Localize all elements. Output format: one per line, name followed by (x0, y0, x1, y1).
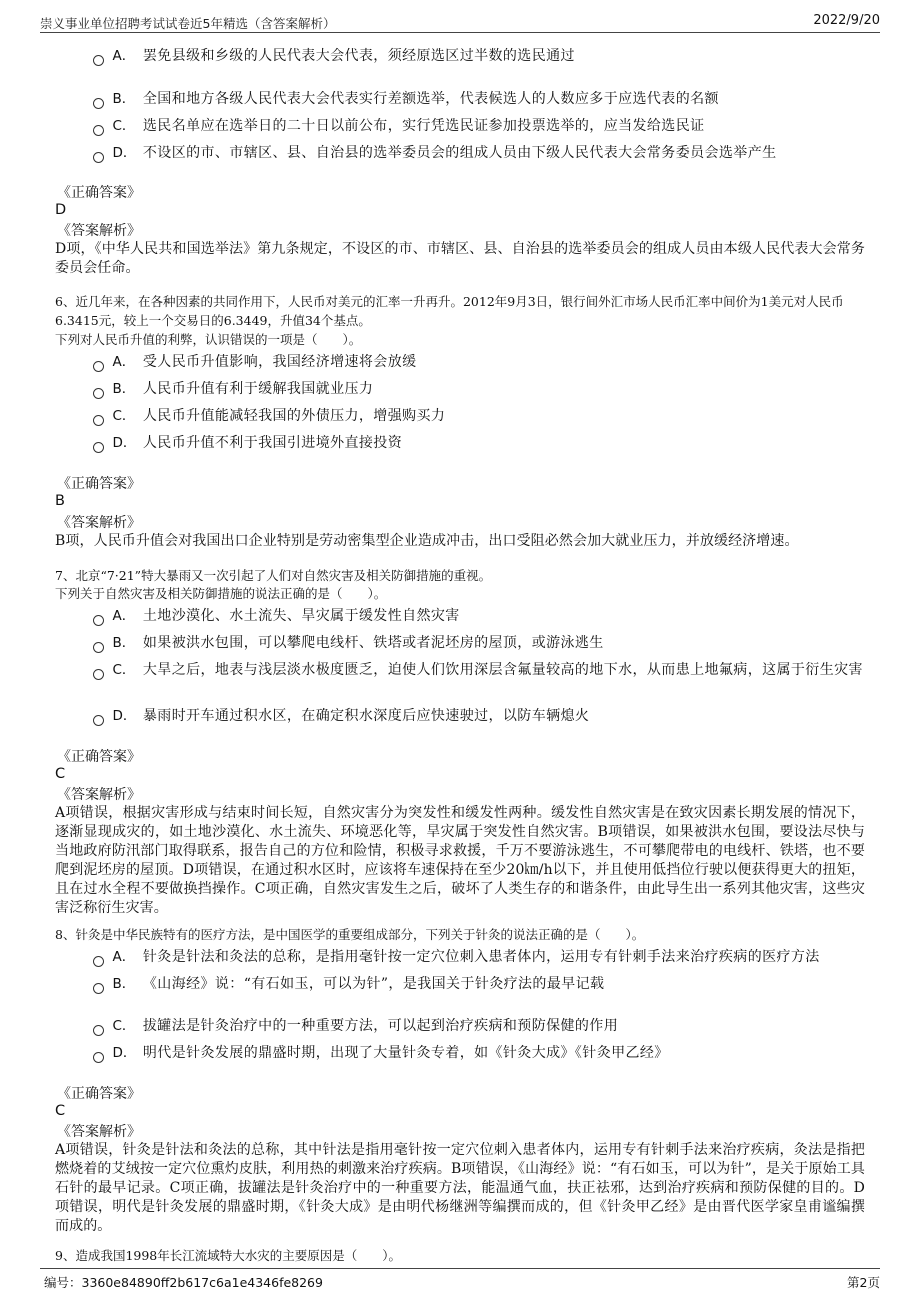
correct-answer-label: 《正确答案》 (57, 185, 141, 201)
radio-icon[interactable] (93, 715, 104, 726)
correct-answer-label: 《正确答案》 (57, 1086, 141, 1102)
q7-option-d[interactable]: D． 暴雨时开车通过积水区，在确定积水深度后应快速驶过，以防车辆熄火 (93, 703, 863, 729)
q8-option-c[interactable]: C． 拔罐法是针灸治疗中的一种重要方法，可以起到治疗疾病和预防保健的作用 (93, 1013, 863, 1039)
radio-icon[interactable] (93, 1025, 104, 1036)
q6-question: 下列对人民币升值的利弊，认识错误的一项是（ ）。 (55, 332, 362, 347)
q5-analysis: D项，《中华人民共和国选举法》第九条规定，不设区的市、市辖区、县、自治县的选举委员会的组成人员由本级人民代表大会常务委员会任命。 (55, 241, 865, 276)
radio-icon[interactable] (93, 983, 104, 994)
q5-option-b[interactable]: B． 全国和地方各级人民代表大会代表实行差额选举，代表候选人的人数应多于应选代表的名额 (93, 86, 863, 112)
q7-option-c[interactable]: C． 大旱之后，地表与浅层淡水极度匮乏，迫使人们饮用深层含氟量较高的地下水，从而患上地氟病，这属于衍生灾害 (93, 657, 863, 683)
radio-icon[interactable] (93, 388, 104, 399)
radio-icon[interactable] (93, 615, 104, 626)
radio-icon[interactable] (93, 152, 104, 163)
page-number: 第2页 (847, 1275, 880, 1290)
q7-answer: C (55, 766, 66, 782)
radio-icon[interactable] (93, 125, 104, 136)
document-date: 2022/9/20 (813, 13, 880, 28)
radio-icon[interactable] (93, 956, 104, 967)
radio-icon[interactable] (93, 55, 104, 66)
q8-analysis: A项错误，针灸是针法和灸法的总称，其中针法是指用毫针按一定穴位刺入患者体内，运用专有针刺手法来治疗疾病，灸法是指把燃烧着的艾绒按一定穴位熏灼皮肤，利用热的刺激来治疗疾病。B项错误，《山海经》说：“有石如玉，可以为针”，是关于原始工具石针的最早记录。C项正确，拔罐法是针灸治疗中的一种重要方法，能温通气血，扶正祛邪，达到治疗疾病和预防保健的目的。D项错误，明代是针灸发展的鼎盛时期，《针灸大成》是由明代杨继洲等编撰而成的，但《针灸甲乙经》是由晋代医学家皇甫谧编撰而成的。 (55, 1142, 865, 1234)
q8-option-a[interactable]: A． 针灸是针法和灸法的总称，是指用毫针按一定穴位刺入患者体内，运用专有针刺手法来治疗疾病的医疗方法 (93, 944, 863, 970)
radio-icon[interactable] (93, 669, 104, 680)
page-header (40, 10, 880, 33)
analysis-label: 《答案解析》 (57, 1124, 141, 1140)
q6-option-c[interactable]: C． 人民币升值能减轻我国的外债压力，增强购买力 (93, 403, 863, 429)
q8-option-b[interactable]: B． 《山海经》说：“有石如玉，可以为针”，是我国关于针灸疗法的最早记载 (93, 971, 863, 997)
page-footer (40, 1268, 880, 1293)
q6-stem: 6、近几年来，在各种因素的共同作用下，人民币对美元的汇率一升再升。2012年9月3日，银行间外汇市场人民币汇率中间价为1美元对人民币6.3415元，较上一个交易日的6.3449，升值34个基点。 (55, 294, 844, 328)
q7-option-a[interactable]: A． 土地沙漠化、水土流失、旱灾属于缓发性自然灾害 (93, 603, 863, 629)
q6-option-a[interactable]: A． 受人民币升值影响，我国经济增速将会放缓 (93, 349, 863, 375)
document-title: 崇义事业单位招聘考试试卷近5年精选（含答案解析） (40, 16, 336, 31)
q7-stem: 7、北京“7·21”特大暴雨又一次引起了人们对自然灾害及相关防御措施的重视。 (55, 568, 492, 583)
correct-answer-label: 《正确答案》 (57, 749, 141, 765)
q5-option-c[interactable]: C． 选民名单应在选举日的二十日以前公布，实行凭选民证参加投票选举的，应当发给选民证 (93, 113, 863, 139)
q8-answer: C (55, 1103, 66, 1119)
radio-icon[interactable] (93, 642, 104, 653)
q7-option-b[interactable]: B． 如果被洪水包围，可以攀爬电线杆、铁塔或者泥坯房的屋顶，或游泳逃生 (93, 630, 863, 656)
q9-stem: 9、造成我国1998年长江流域特大水灾的主要原因是（ ）。 (55, 1248, 402, 1263)
document-id: 编号：3360e84890ff2b617c6a1e4346fe8269 (44, 1275, 323, 1290)
correct-answer-label: 《正确答案》 (57, 476, 141, 492)
q6-option-d[interactable]: D． 人民币升值不利于我国引进境外直接投资 (93, 430, 863, 456)
radio-icon[interactable] (93, 361, 104, 372)
q7-analysis: A项错误，根据灾害形成与结束时间长短，自然灾害分为突发性和缓发性两种。缓发性自然灾害是在致灾因素长期发展的情况下，逐渐显现成灾的，如土地沙漠化、水土流失、环境恶化等，旱灾属于突发性自然灾害。B项错误，如果被洪水包围，要设法尽快与当地政府防汛部门取得联系，报告自己的方位和险情，积极寻求救援，千万不要游泳逃生，不可攀爬带电的电线杆、铁塔，也不要爬到泥坯房的屋顶。D项错误，在通过积水区时，应该将车速保持在至少20㎞/h以下，并且使用低挡位行驶以便获得更大的扭矩，且在过水全程不要做换挡操作。C项正确，自然灾害发生之后，破坏了人类生存的和谐条件，由此导生出一系列其他灾害，这些灾害泛称衍生灾害。 (55, 805, 865, 916)
q6-analysis: B项，人民币升值会对我国出口企业特别是劳动密集型企业造成冲击，出口受阻必然会加大就业压力，并放缓经济增速。 (55, 533, 799, 549)
analysis-label: 《答案解析》 (57, 223, 141, 239)
q8-stem: 8、针灸是中华民族特有的医疗方法，是中国医学的重要组成部分，下列关于针灸的说法正确的是（ ）。 (55, 927, 645, 942)
q5-option-a[interactable]: A． 罢免县级和乡级的人民代表大会代表，须经原选区过半数的选民通过 (93, 43, 863, 69)
q7-question: 下列关于自然灾害及相关防御措施的说法正确的是（ ）。 (55, 586, 387, 601)
q6-answer: B (55, 493, 65, 509)
radio-icon[interactable] (93, 442, 104, 453)
radio-icon[interactable] (93, 98, 104, 109)
radio-icon[interactable] (93, 415, 104, 426)
radio-icon[interactable] (93, 1052, 104, 1063)
analysis-label: 《答案解析》 (57, 787, 141, 803)
analysis-label: 《答案解析》 (57, 515, 141, 531)
q5-option-d[interactable]: D． 不设区的市、市辖区、县、自治县的选举委员会的组成人员由下级人民代表大会常务委员会选举产生 (93, 140, 863, 166)
q6-option-b[interactable]: B． 人民币升值有利于缓解我国就业压力 (93, 376, 863, 402)
q8-option-d[interactable]: D． 明代是针灸发展的鼎盛时期，出现了大量针灸专着，如《针灸大成》《针灸甲乙经》 (93, 1040, 863, 1066)
q5-answer: D (55, 202, 67, 218)
